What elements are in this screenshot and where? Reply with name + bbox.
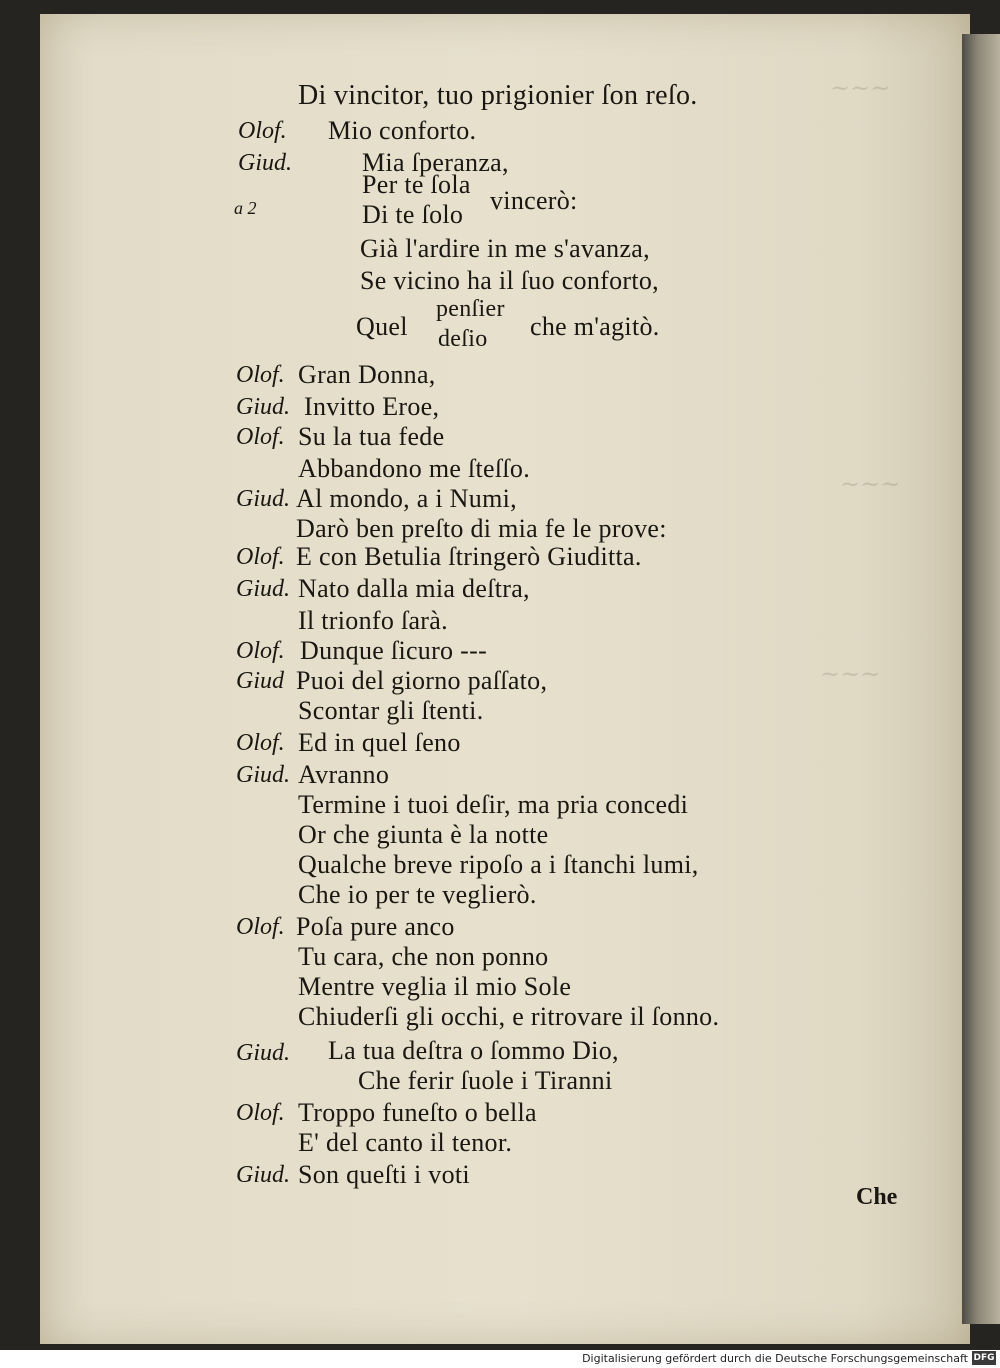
duet-marker: a 2	[234, 198, 257, 218]
verse-line: Per te ſola	[362, 170, 471, 199]
bleed-through-mark: ~~~	[840, 470, 901, 498]
speaker-label: Olof.	[236, 730, 285, 756]
speaker-label: Olof.	[236, 424, 285, 450]
verse-line-variant: deſio	[438, 326, 488, 352]
verse-line: Troppo funeſto o bella	[298, 1098, 537, 1127]
verse-line: Se vicino ha il ſuo conforto,	[360, 266, 659, 295]
verse-line: Il trionfo ſarà.	[298, 606, 448, 635]
facing-page-edge	[962, 34, 1000, 1324]
bleed-through-mark: ~~~	[830, 74, 891, 102]
verse-line: La tua deſtra o ſommo Dio,	[328, 1036, 619, 1065]
verse-line: Mio conforto.	[328, 116, 477, 145]
verse-line: Abbandono me ſteſſo.	[298, 454, 531, 483]
verse-line: Invitto Eroe,	[304, 392, 440, 421]
verse-line: Son queſti i voti	[298, 1160, 470, 1189]
verse-line: Qualche breve ripoſo a i ſtanchi lumi,	[298, 850, 699, 879]
speaker-label: Olof.	[236, 1100, 285, 1126]
verse-line: E' del canto il tenor.	[298, 1128, 513, 1157]
dfg-logo: DFG	[973, 1353, 995, 1363]
verse-line: Puoi del giorno paſſato,	[296, 666, 548, 695]
verse-line: Poſa pure anco	[296, 912, 455, 941]
verse-line: Già l'ardire in me s'avanza,	[360, 234, 650, 263]
verse-line: Ed in quel ſeno	[298, 728, 461, 757]
speaker-label: Giud.	[236, 576, 290, 602]
verse-line: Nato dalla mia deſtra,	[298, 574, 530, 603]
verse-line: E con Betulia ſtringerò Giuditta.	[296, 542, 642, 571]
verse-line-variant: penſier	[436, 296, 505, 322]
speaker-label: Giud.	[236, 762, 290, 788]
verse-line: Gran Donna,	[298, 360, 436, 389]
verse-line: Dunque ſicuro ---	[300, 636, 488, 665]
speaker-label: Giud.	[236, 1040, 290, 1066]
footer-credit: Digitalisierung gefördert durch die Deutsche Forschungsgemeinschaft	[582, 1352, 968, 1365]
verse-line: Chiuderſi gli occhi, e ritrovare il ſonno.	[298, 1002, 720, 1031]
verse-line: Tu cara, che non ponno	[298, 942, 549, 971]
verse-line: Che ferir ſuole i Tiranni	[358, 1066, 613, 1095]
catchword: Che	[856, 1184, 898, 1210]
verse-line: Al mondo, a i Numi,	[296, 484, 517, 513]
speaker-label: Giud	[236, 668, 284, 694]
speaker-label: Olof.	[236, 544, 285, 570]
verse-line: Quel	[356, 312, 408, 341]
speaker-label: Olof.	[236, 362, 285, 388]
speaker-label: Giud.	[236, 1162, 290, 1188]
verse-line: Mia ſperanza,	[362, 148, 509, 177]
verse-line: Scontar gli ſtenti.	[298, 696, 484, 725]
verse-line: Di vincitor, tuo prigionier ſon reſo.	[298, 80, 698, 111]
speaker-label: Giud.	[236, 394, 290, 420]
verse-line: vincerò:	[490, 186, 578, 215]
speaker-label: Olof.	[236, 914, 285, 940]
verse-line: che m'agitò.	[530, 312, 660, 341]
verse-line: Avranno	[298, 760, 390, 789]
bleed-through-mark: ~~~	[820, 660, 881, 688]
speaker-label: Olof.	[238, 118, 287, 144]
verse-line: Termine i tuoi deſir, ma pria concedi	[298, 790, 689, 819]
speaker-label: Olof.	[236, 638, 285, 664]
verse-line: Che io per te veglierò.	[298, 880, 537, 909]
verse-line: Su la tua fede	[298, 422, 445, 451]
verse-line: Darò ben preſto di mia fe le prove:	[296, 514, 667, 543]
speaker-label: Giud.	[238, 150, 292, 176]
verse-line: Or che giunta è la notte	[298, 820, 549, 849]
verse-line: Di te ſolo	[362, 200, 464, 229]
speaker-label: Giud.	[236, 486, 290, 512]
verse-line: Mentre veglia il mio Sole	[298, 972, 572, 1001]
